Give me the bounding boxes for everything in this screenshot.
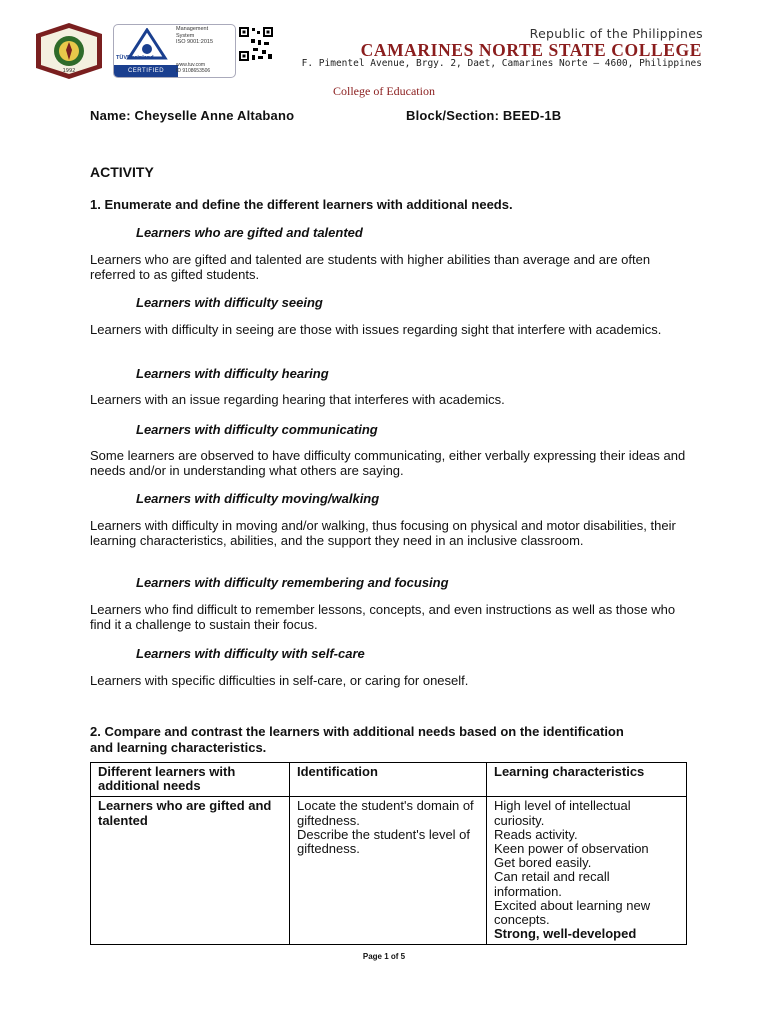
learner-heading: Learners with difficulty seeing [136,295,323,310]
learner-heading: Learners who are gifted and talented [136,225,363,240]
learner-definition: Learners who find difficult to remember lessons, concepts, and even instructions as well as those who find it a challenge to sustain their focus. [90,602,676,632]
management-system-text [176,26,234,46]
characteristic-item-bold: Strong, well-developed [494,926,637,942]
republic-text: Republic of the Philippines [529,26,703,41]
learner-heading: Learners with difficulty remembering and focusing [136,575,449,590]
tuv-brand: TÜVRheinland [116,55,154,61]
student-name: Name: Cheyselle Anne Altabano [90,108,295,123]
cert-id-text [176,62,210,74]
cert-site: www.tuv.com [176,62,206,68]
qr-code-icon [238,26,274,62]
cert-line: System [176,32,195,39]
question-2: 2. Compare and contrast the learners with additional needs based on the identification and learning characteristics. [90,724,624,755]
learner-heading: Learners with difficulty with self-care [136,646,365,661]
college-name: CAMARINES NORTE STATE COLLEGE [360,40,702,60]
learner-definition: Some learners are observed to have difficulty communicating, either verbally expressing their ideas and needs and/or in understanding what others are saying. [90,448,686,478]
characteristic-item: Excited about learning new concepts. [494,897,651,928]
table-header-row [91,763,687,797]
characteristic-item: Reads activity. [494,826,578,842]
learner-heading: Learners with difficulty hearing [136,366,329,381]
learner-definition: Learners with difficulty in seeing are those with issues regarding sight that interfere with academics. [90,322,662,337]
table-header-cell: Different learners with additional needs [91,763,290,797]
identification-item: Describe the student's level of giftedness. [297,826,471,857]
learner-definition: Learners with difficulty in moving and/or walking, thus focusing on physical and motor disabilities, their learning characteristics, abilities, and the support they need in an inclusive classroom. [90,518,676,548]
learner-definition: Learners with an issue regarding hearing that interferes with academics. [90,392,505,407]
college-address: F. Pimentel Avenue, Brgy. 2, Daet, Camarines Norte – 4600, Philippines [301,58,702,69]
block-section: Block/Section: BEED-1B [406,108,562,123]
table-header-cell: Learning characteristics [487,763,687,797]
characteristic-item: Get bored easily. [494,855,592,871]
table-cell-characteristics [487,797,687,945]
college-seal-logo [32,22,106,80]
learner-definition: Learners with specific difficulties in self-care, or caring for oneself. [90,673,469,688]
learner-definition: Learners who are gifted and talented are students with higher abilities than average and are often referred to as gifted students. [90,252,651,282]
cert-line: Management [176,26,209,32]
seal-year: 1992 [62,68,76,74]
characteristic-item: Can retail and recall information. [494,869,610,899]
characteristic-item: Keen power of observation [494,841,649,857]
table-header-cell: Identification [290,763,487,797]
department-name: College of Education [333,84,435,98]
activity-title: ACTIVITY [90,164,154,180]
learner-heading: Learners with difficulty moving/walking [136,491,380,506]
certified-band: CERTIFIED [114,65,178,77]
cert-line: ISO 9001:2015 [176,39,214,45]
learner-heading: Learners with difficulty communicating [136,422,378,437]
characteristic-item: High level of intellectual curiosity. [494,798,631,828]
cert-id: ID 9108653506 [176,68,211,74]
question-1: 1. Enumerate and define the different learners with additional needs. [90,197,513,212]
table-cell-learner: Learners who are gifted and talented [91,797,290,945]
page-footer: Page 1 of 5 [362,952,406,961]
table-row [91,797,687,945]
identification-item: Locate the student's domain of giftedness. [297,798,474,828]
comparison-table [90,762,687,945]
table-cell-identification [290,797,487,945]
